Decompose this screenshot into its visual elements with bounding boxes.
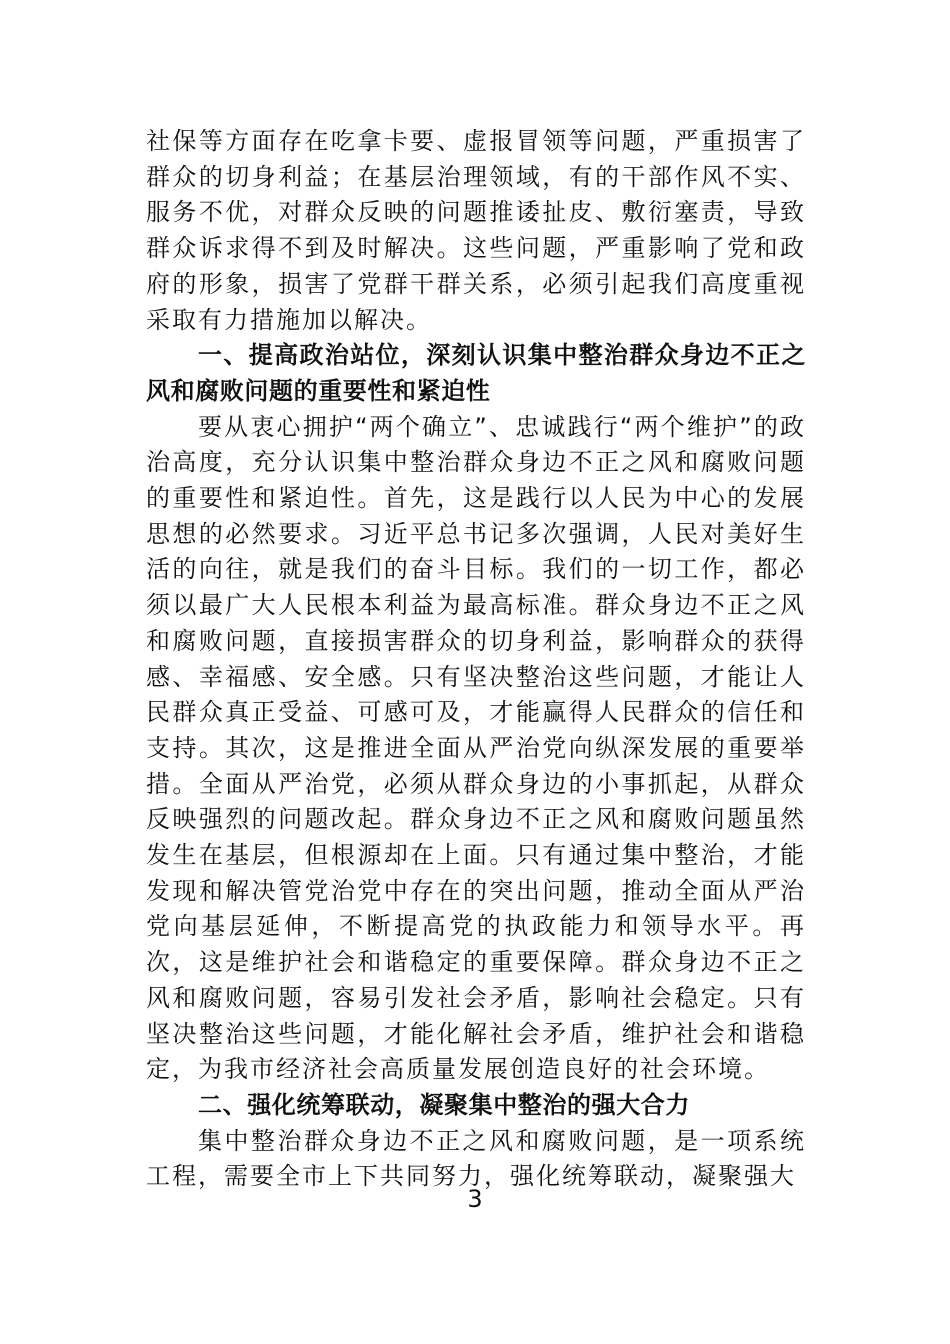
paragraph-section-2: 集中整治群众身边不正之风和腐败问题，是一项系统工程，需要全市上下共同努力，强化统筹联动，凝聚强大 bbox=[146, 1126, 806, 1191]
document-body bbox=[146, 124, 806, 1195]
section-heading-1: 一、提高政治站位，深刻认识集中整治群众身边不正之风和腐败问题的重要性和紧迫性 bbox=[146, 341, 806, 405]
section-heading-2: 二、强化统筹联动，凝聚集中整治的强大合力 bbox=[198, 1090, 690, 1119]
paragraph-continuation: 社保等方面存在吃拿卡要、虚报冒领等问题，严重损害了群众的切身利益；在基层治理领域，有的干部作风不实、服务不优，对群众反映的问题推诿扯皮、敷衍塞责，导致群众诉求得不到及时解决。这些问题，严重影响了党和政府的形象，损害了党群干群关系，必须引起我们高度重视采取有力措施加以解决。 bbox=[146, 127, 806, 334]
paragraph-section-1: 要从衷心拥护“两个确立”、忠诚践行“两个维护”的政治高度，充分认识集中整治群众身边不正之风和腐败问题的重要性和紧迫性。首先，这是践行以人民为中心的发展思想的必然要求。习近平总书记多次强调，人民对美好生活的向往，就是我们的奋斗目标。我们的一切工作，都必须以最广大人民根本利益为最高标准。群众身边不正之风和腐败问题，直接损害群众的切身利益，影响群众的获得感、幸福感、安全感。只有坚决整治这些问题，才能让人民群众真正受益、可感可及，才能赢得人民群众的信任和支持。其次，这是推进全面从严治党向纵深发展的重要举措。全面从严治党，必须从群众身边的小事抓起，从群众反映强烈的问题改起。群众身边不正之风和腐败问题虽然发生在基层，但根源却在上面。只有通过集中整治，才能发现和解决管党治党中存在的突出问题，推动全面从严治党向基层延伸，不断提高党的执政能力和领导水平。再次，这是维护社会和谐稳定的重要保障。群众身边不正之风和腐败问题，容易引发社会矛盾，影响社会稳定。只有坚决整治这些问题，才能化解社会矛盾，维护社会和谐稳定，为我市经济社会高质量发展创造良好的社会环境。 bbox=[146, 412, 806, 1084]
page-number: 3 bbox=[467, 1185, 483, 1213]
